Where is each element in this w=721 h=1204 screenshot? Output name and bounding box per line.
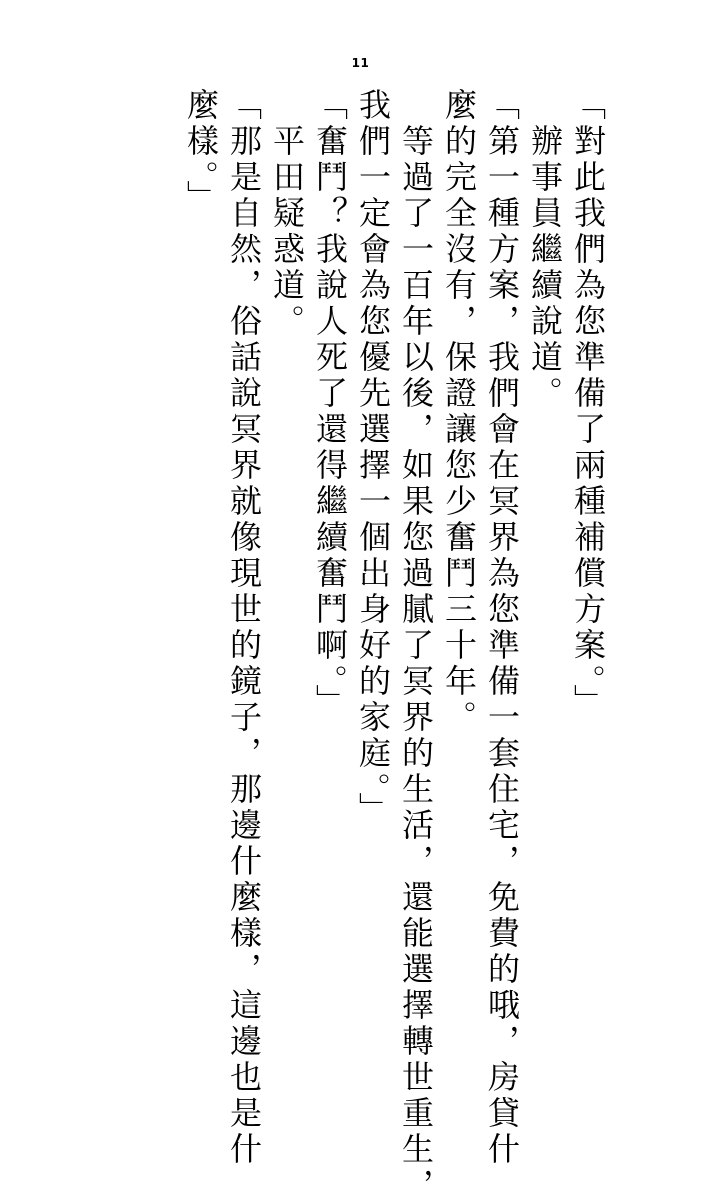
text-column-8: 平田疑惑道。 xyxy=(268,88,306,340)
text-column-3: 「第一種方案，我們會在冥界為您準備一套住宅，免費的哦，房貸什 xyxy=(483,88,521,1168)
page-number: 11 xyxy=(351,56,370,70)
text-column-1: 「對此我們為您準備了兩種補償方案。」 xyxy=(569,88,607,720)
text-column-5: 等過了一百年以後，如果您過膩了冥界的生活，還能選擇轉世重生， xyxy=(397,88,435,1204)
text-column-10: 麼樣。」 xyxy=(182,88,220,216)
text-column-4: 麼的完全沒有，保證讓您少奮鬥三十年。 xyxy=(440,88,478,736)
text-column-7: 「奮鬥？我說人死了還得繼續奮鬥啊。」 xyxy=(311,88,349,720)
text-column-2: 辦事員繼續說道。 xyxy=(526,88,564,412)
text-column-6: 我們一定會為您優先選擇一個出身好的家庭。」 xyxy=(354,88,392,828)
text-column-9: 「那是自然，俗話說冥界就像現世的鏡子，那邊什麼樣，這邊也是什 xyxy=(225,88,263,1168)
